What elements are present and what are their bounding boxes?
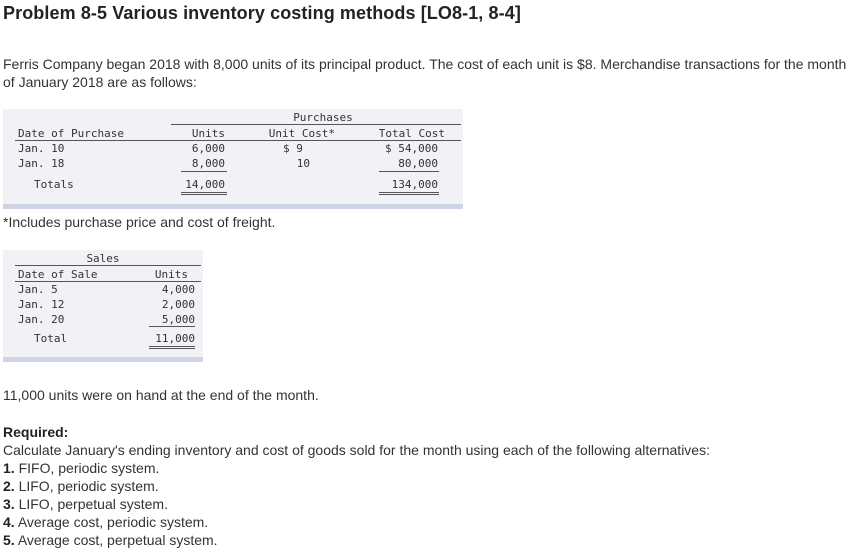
item-text: Average cost, perpetual system. bbox=[17, 532, 218, 548]
required-instruction: Calculate January's ending inventory and cost of goods sold for the month using each of the following alternatives: bbox=[3, 442, 710, 458]
column-header-rule bbox=[15, 281, 201, 282]
row-date: Jan. 18 bbox=[18, 157, 65, 170]
row-unit-cost: 10 bbox=[296, 157, 310, 170]
totals-units: 14,000 bbox=[185, 178, 225, 191]
intro-paragraph: Ferris Company began 2018 with 8,000 units of its principal product. The cost of each unit is $8. Merchandise transactions for the month of January 2018 are as follows: bbox=[3, 56, 847, 90]
units-on-hand-note: 11,000 units were on hand at the end of the month. bbox=[3, 387, 319, 403]
item-text: LIFO, periodic system. bbox=[18, 478, 159, 494]
units-subtotal-rule bbox=[181, 171, 227, 172]
cost-total-rule-2 bbox=[379, 194, 439, 195]
required-heading: Required: bbox=[3, 424, 69, 440]
units-total-rule-1 bbox=[149, 346, 195, 347]
col-unit-cost: Unit Cost* bbox=[268, 127, 335, 140]
required-item bbox=[3, 513, 858, 531]
sales-group-header: Sales bbox=[86, 252, 120, 265]
row-unit-cost: $ 9 bbox=[283, 142, 303, 155]
table-bottom-bar bbox=[3, 357, 203, 362]
sales-table bbox=[3, 250, 203, 362]
units-total-rule-2 bbox=[181, 194, 227, 195]
row-total-cost: 80,000 bbox=[398, 157, 438, 170]
required-item bbox=[3, 477, 858, 495]
row-date: Jan. 5 bbox=[18, 283, 58, 296]
col-date-of-purchase: Date of Purchase bbox=[18, 127, 124, 140]
purchases-table bbox=[3, 109, 463, 209]
purchases-header-rule bbox=[171, 124, 461, 125]
row-date: Jan. 10 bbox=[18, 142, 65, 155]
units-total-rule-2 bbox=[149, 348, 195, 349]
row-units: 2,000 bbox=[161, 298, 195, 311]
cost-total-rule-1 bbox=[379, 192, 439, 193]
row-date: Jan. 20 bbox=[18, 313, 65, 326]
required-item bbox=[3, 531, 858, 549]
item-text: FIFO, periodic system. bbox=[18, 460, 160, 476]
col-date-of-sale: Date of Sale bbox=[18, 268, 98, 281]
footnote: *Includes purchase price and cost of freight. bbox=[3, 214, 276, 230]
problem-title: Problem 8-5 Various inventory costing methods [LO8-1, 8-4] bbox=[3, 3, 521, 23]
sales-header-rule bbox=[15, 265, 201, 266]
item-number: 5. bbox=[3, 532, 15, 548]
column-header-rule bbox=[15, 140, 461, 141]
required-item bbox=[3, 459, 858, 477]
row-units: 8,000 bbox=[191, 157, 225, 170]
totals-cost: 134,000 bbox=[391, 178, 438, 191]
col-units: Units bbox=[191, 127, 225, 140]
cost-subtotal-rule bbox=[379, 171, 439, 172]
table-bottom-bar bbox=[3, 204, 463, 209]
units-total-rule-1 bbox=[181, 192, 227, 193]
row-total-cost: $ 54,000 bbox=[385, 142, 438, 155]
item-text: LIFO, perpetual system. bbox=[18, 496, 168, 512]
col-units: Units bbox=[154, 268, 188, 281]
row-units: 4,000 bbox=[161, 283, 195, 296]
item-number: 3. bbox=[3, 496, 15, 512]
required-item bbox=[3, 495, 858, 513]
item-number: 4. bbox=[3, 514, 15, 530]
units-subtotal-rule bbox=[149, 326, 195, 327]
purchases-group-header: Purchases bbox=[293, 111, 353, 124]
totals-label: Totals bbox=[34, 178, 74, 191]
item-number: 1. bbox=[3, 460, 15, 476]
item-number: 2. bbox=[3, 478, 15, 494]
total-units: 11,000 bbox=[155, 332, 195, 345]
col-total-cost: Total Cost bbox=[378, 127, 445, 140]
row-units: 6,000 bbox=[191, 142, 225, 155]
total-label: Total bbox=[34, 332, 68, 345]
required-section bbox=[3, 423, 858, 549]
row-units: 5,000 bbox=[161, 313, 195, 326]
item-text: Average cost, periodic system. bbox=[17, 514, 209, 530]
row-date: Jan. 12 bbox=[18, 298, 65, 311]
